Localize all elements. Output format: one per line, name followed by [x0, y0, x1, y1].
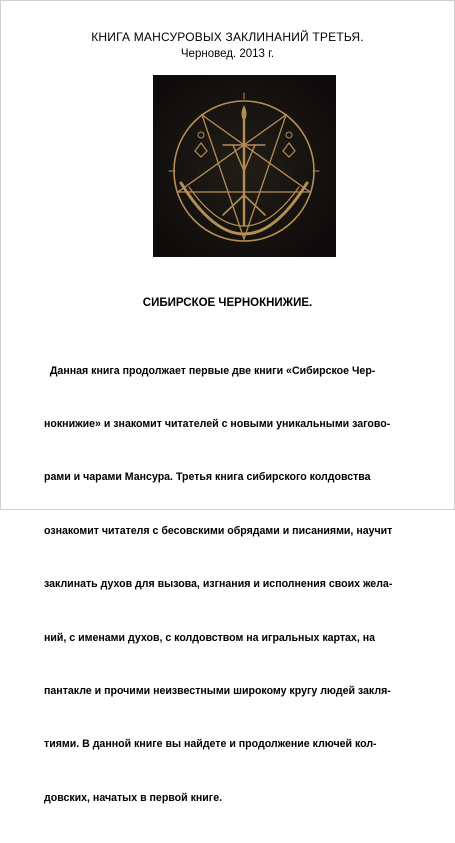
section-heading: СИБИРСКОЕ ЧЕРНОКНИЖИЕ.	[142, 297, 313, 309]
paragraph-line: пантакле и прочими неизвестными широкому кругу людей закля-	[44, 684, 391, 697]
cover-image	[153, 75, 336, 257]
paragraph-line: Данная книга продолжает первые две книги «Сибирское Чер-	[44, 364, 376, 377]
paragraph-line: ознакомит читателя с бесовскими обрядами и писаниями, научит	[44, 524, 393, 537]
paragraph-line: довских, начатых в первой книге.	[44, 791, 223, 804]
description-paragraph	[44, 327, 422, 843]
paragraph-line: рами и чарами Мансура. Третья книга сибирского колдовства	[44, 471, 371, 484]
document-title: КНИГА МАНСУРОВЫХ ЗАКЛИНАНИЙ ТРЕТЬЯ.	[91, 30, 364, 44]
document-subtitle: Черновед. 2013 г.	[180, 48, 275, 60]
occult-pentagram-sigil-icon	[153, 75, 336, 257]
paragraph-line: нокнижие» и знакомит читателей с новыми уникальными загово-	[44, 417, 391, 430]
paragraph-line: тиями. В данной книге вы найдете и продолжение ключей кол-	[44, 738, 377, 751]
paragraph-line: заклинать духов для вызова, изгнания и исполнения своих жела-	[44, 578, 393, 591]
paragraph-line: ний, с именами духов, с колдовством на игральных картах, на	[44, 631, 376, 644]
